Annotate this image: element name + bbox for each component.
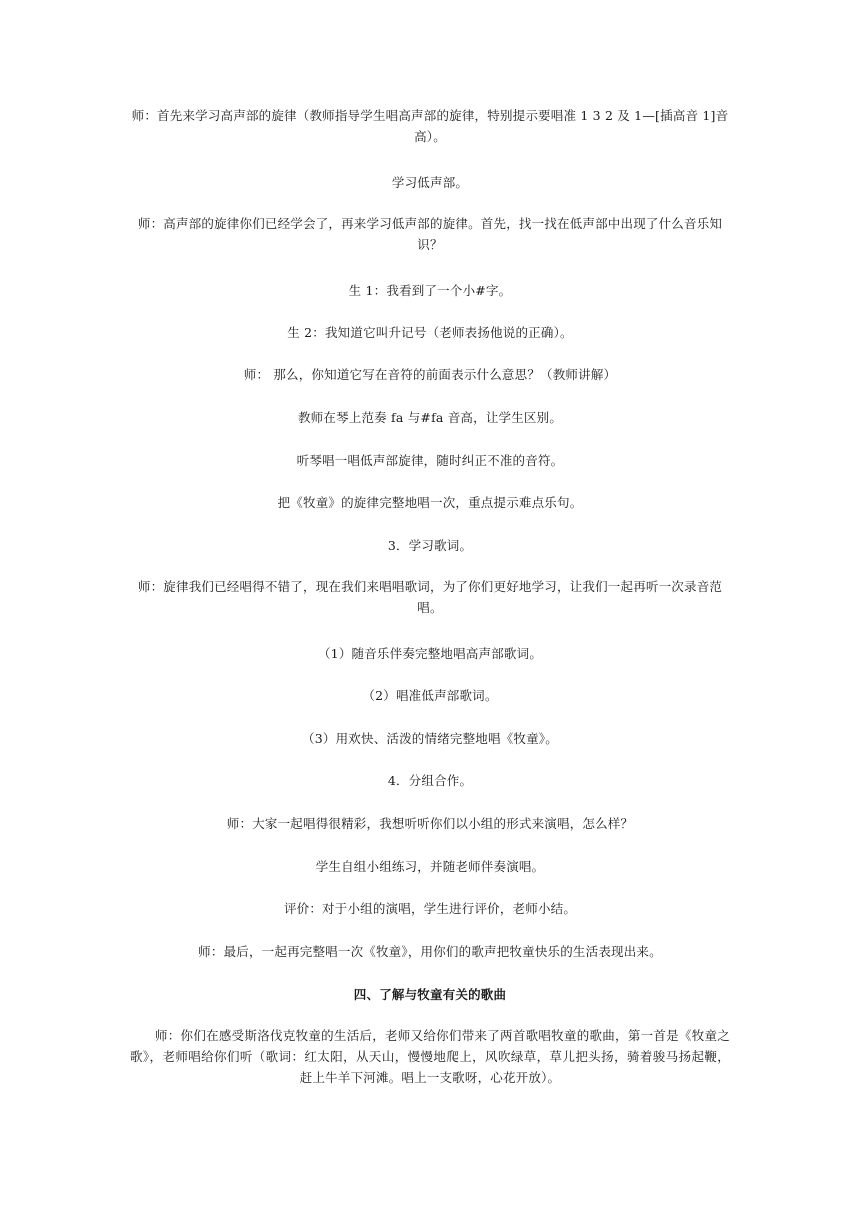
paragraph-17: 学生自组小组练习，并随老师伴奏演唱。 bbox=[315, 859, 545, 874]
paragraph-14: （3）用欢快、活泼的情绪完整地唱《牧童》。 bbox=[302, 731, 558, 746]
paragraph-3: 师：高声部的旋律你们已经学会了，再来学习低声部的旋律。首先，找一找在低声部中出现了什么音乐知识？ bbox=[137, 216, 723, 252]
paragraph-18: 评价：对于小组的演唱，学生进行评价，老师小结。 bbox=[283, 901, 577, 916]
paragraph-19: 师：最后，一起再完整唱一次《牧童》，用你们的歌声把牧童快乐的生活表现出来。 bbox=[198, 944, 662, 959]
paragraph-11: 师：旋律我们已经唱得不错了，现在我们来唱唱歌词，为了你们更好地学习，让我们一起再听一次录音范唱。 bbox=[137, 579, 723, 615]
paragraph-1: 师：首先来学习高声部的旋律（教师指导学生唱高声部的旋律，特别提示要唱准 1 3 2 及 1—[插高音 1]音高）。 bbox=[131, 108, 729, 144]
paragraph-7: 教师在琴上范奏 fa 与#fa 音高，让学生区别。 bbox=[297, 410, 563, 425]
section-heading: 四、了解与牧童有关的歌曲 bbox=[353, 987, 507, 1002]
section-number-4: 4．分组合作。 bbox=[387, 773, 473, 788]
paragraph-6: 师： 那么，你知道它写在音符的前面表示什么意思？（教师讲解） bbox=[243, 367, 617, 382]
paragraph-9: 把《牧童》的旋律完整地唱一次，重点提示难点乐句。 bbox=[277, 495, 583, 510]
final-paragraph: 师：你们在感受斯洛伐克牧童的生活后，老师又给你们带来了两首歌唱牧童的歌曲，第一首是《牧童之歌》，老师唱给你们听（歌词：红太阳，从天山，慢慢地爬上，风吹绿草，草儿把头扬，骑着骏马扬起鞭，赶上牛羊下河滩。唱上一支歌呀，心花开放）。 bbox=[130, 1028, 730, 1085]
paragraph-2: 学习低声部。 bbox=[391, 175, 469, 190]
paragraph-5: 生 2：我知道它叫升记号（老师表扬他说的正确）。 bbox=[287, 325, 573, 340]
paragraph-8: 听琴唱一唱低声部旋律，随时纠正不准的音符。 bbox=[296, 453, 564, 468]
paragraph-12: （1）随音乐伴奏完整地唱高声部歌词。 bbox=[317, 646, 543, 661]
paragraph-4: 生 1：我看到了一个小#字。 bbox=[348, 283, 512, 298]
paragraph-13: （2）唱准低声部歌词。 bbox=[362, 688, 498, 703]
paragraph-16: 师：大家一起唱得很精彩，我想听听你们以小组的形式来演唱，怎么样？ bbox=[226, 816, 634, 831]
section-number-3: 3．学习歌词。 bbox=[387, 538, 473, 553]
